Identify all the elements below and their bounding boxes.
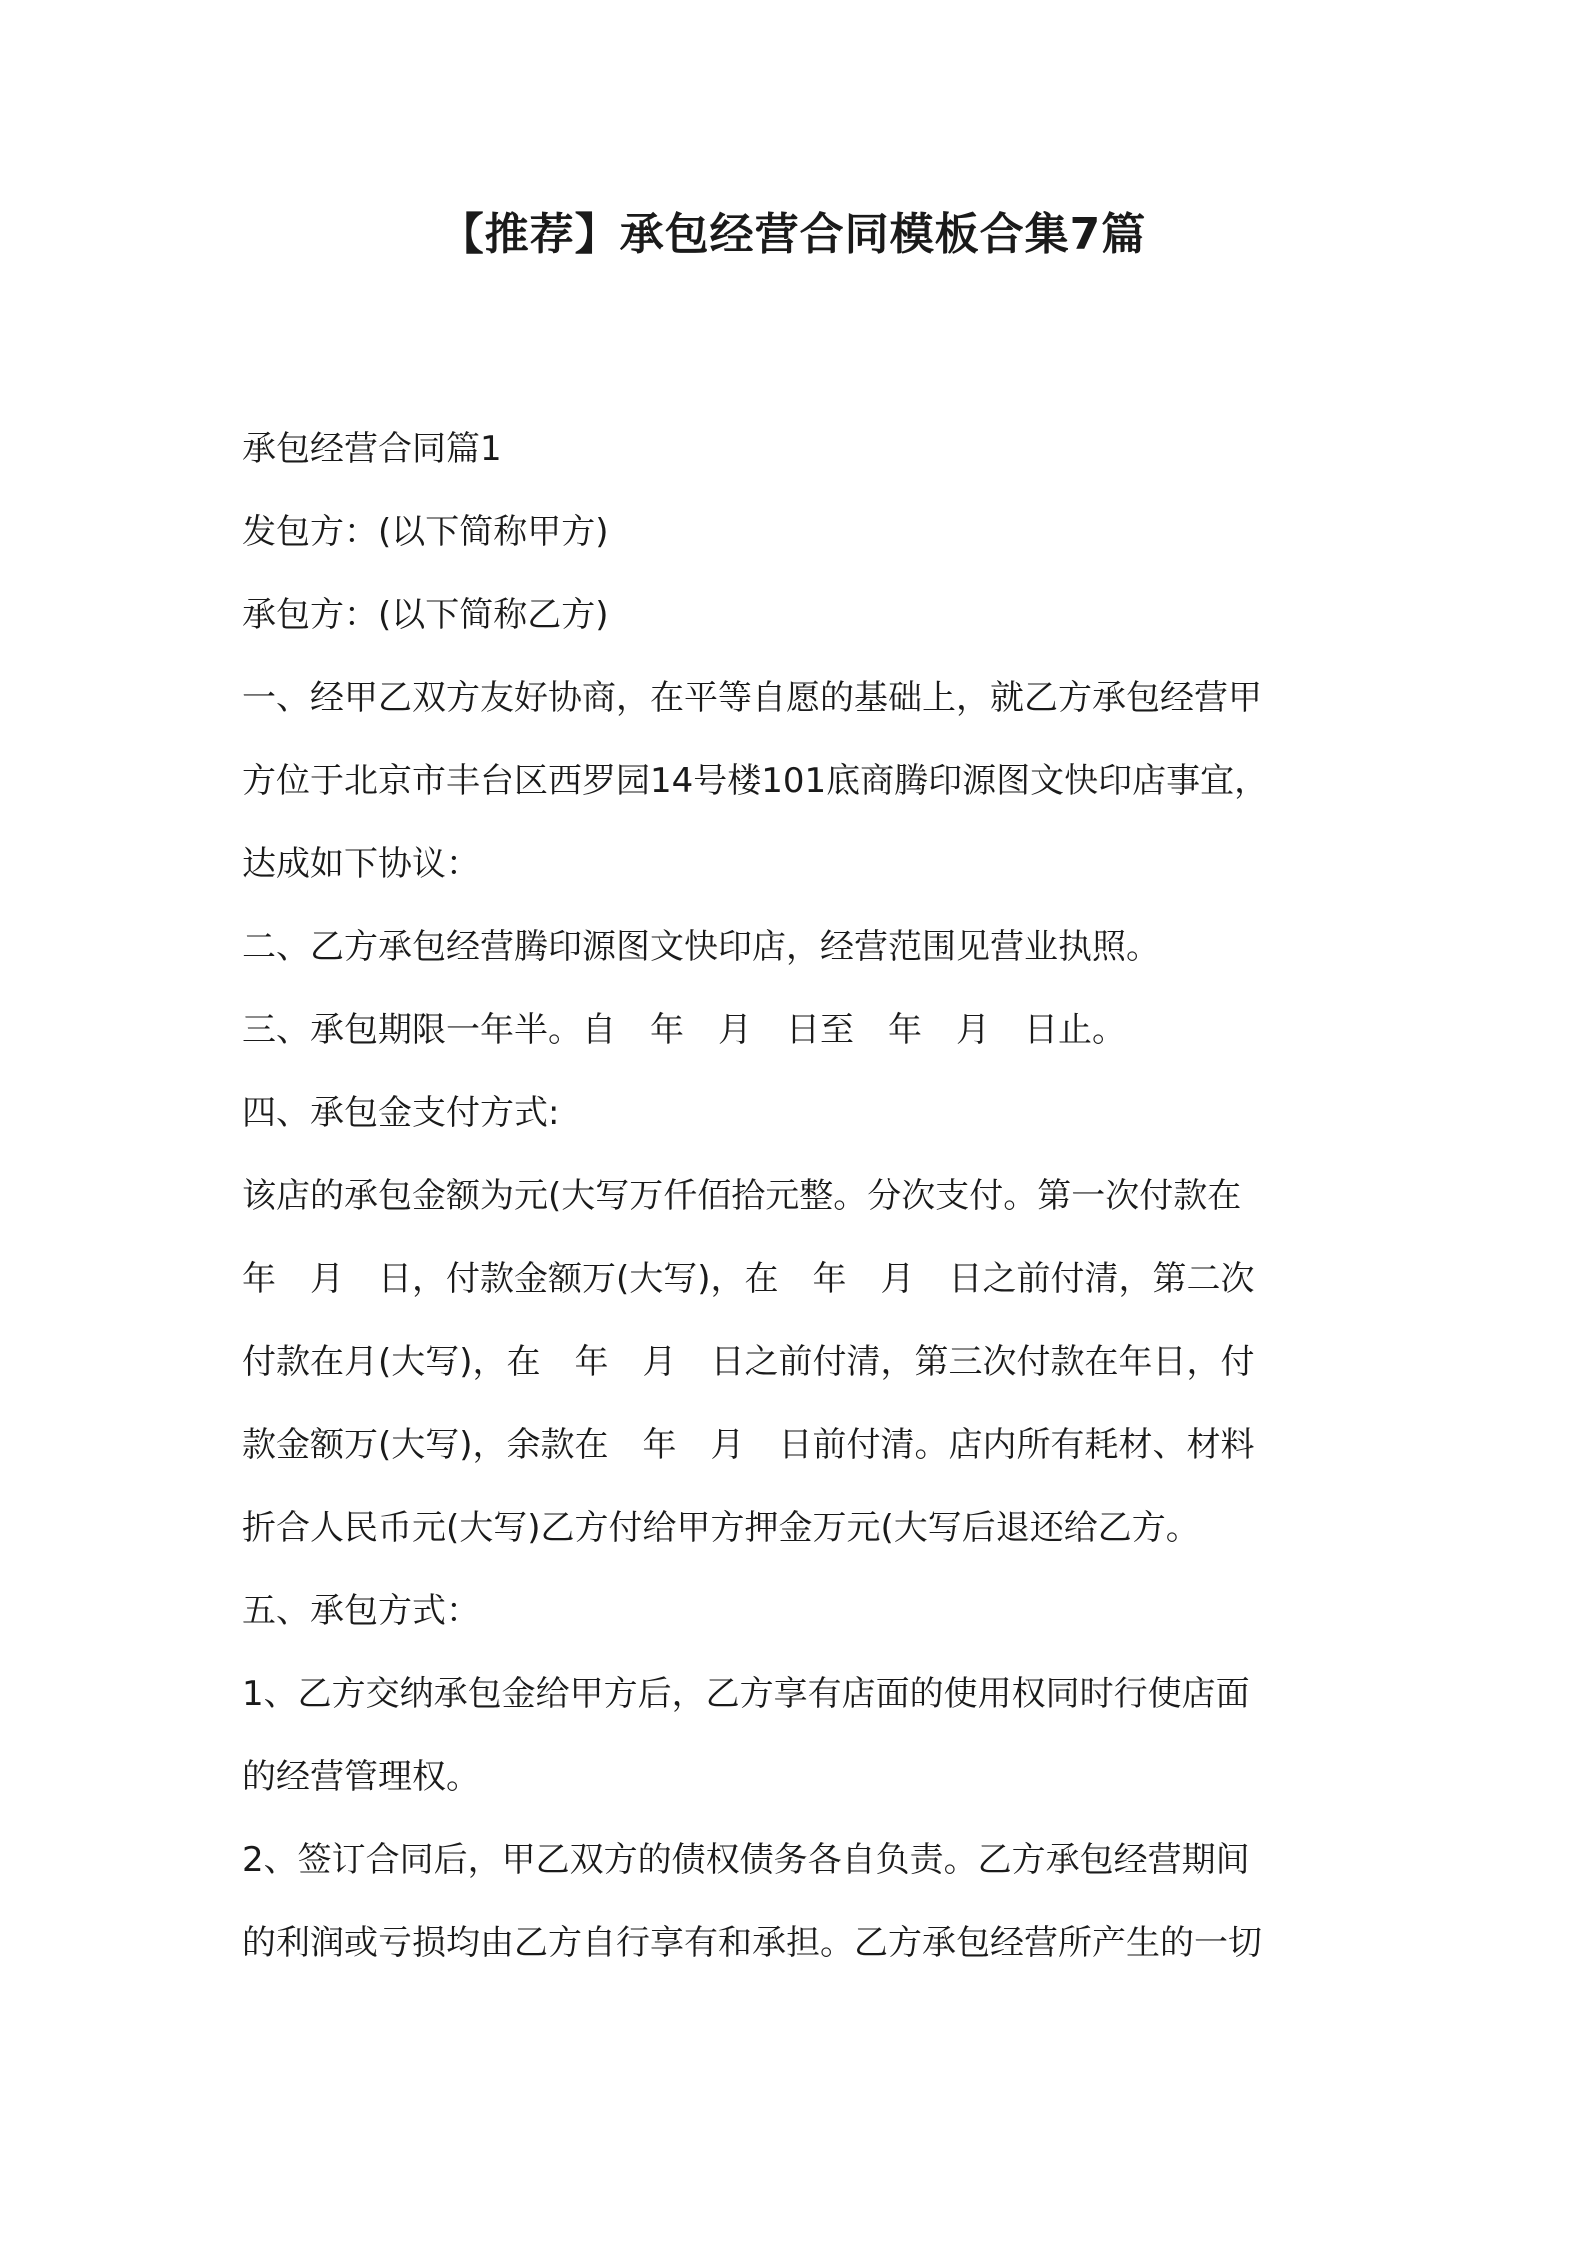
paragraph-line: 款金额万(大写)，余款在 年 月 日前付清。店内所有耗材、材料 (242, 1425, 1255, 1465)
paragraph-line: 三、承包期限一年半。自 年 月 日至 年 月 日止。 (242, 1010, 1126, 1050)
paragraph-line: 达成如下协议： (242, 844, 480, 884)
paragraph-line: 年 月 日，付款金额万(大写)，在 年 月 日之前付清，第二次 (242, 1259, 1255, 1299)
paragraph-line: 方位于北京市丰台区西罗园14号楼101底商腾印源图文快印店事宜， (242, 761, 1269, 801)
party-a-line: 发包方：(以下简称甲方) (242, 512, 609, 552)
party-b-line: 承包方：(以下简称乙方) (242, 595, 609, 635)
paragraph-line: 二、乙方承包经营腾印源图文快印店，经营范围见营业执照。 (242, 927, 1160, 967)
paragraph-line: 的利润或亏损均由乙方自行享有和承担。乙方承包经营所产生的一切 (242, 1923, 1262, 1963)
document-title: 【推荐】承包经营合同模板合集7篇 (439, 209, 1147, 260)
paragraph-line: 一、经甲乙双方友好协商，在平等自愿的基础上，就乙方承包经营甲 (242, 678, 1262, 718)
paragraph-line: 该店的承包金额为元(大写万仟佰拾元整。分次支付。第一次付款在 (242, 1176, 1242, 1216)
document-body (242, 408, 1362, 1985)
paragraph-line: 五、承包方式： (242, 1591, 480, 1631)
section-heading: 承包经营合同篇1 (242, 429, 502, 469)
paragraph-line: 折合人民币元(大写)乙方付给甲方押金万元(大写后退还给乙方。 (242, 1508, 1200, 1548)
paragraph-line: 2、签订合同后，甲乙双方的债权债务各自负责。乙方承包经营期间 (242, 1840, 1250, 1880)
paragraph-line: 付款在月(大写)，在 年 月 日之前付清，第三次付款在年日，付 (242, 1342, 1255, 1382)
paragraph-line: 的经营管理权。 (242, 1757, 480, 1797)
paragraph-line: 1、乙方交纳承包金给甲方后，乙方享有店面的使用权同时行使店面 (242, 1674, 1250, 1714)
paragraph-line: 四、承包金支付方式: (242, 1093, 560, 1133)
